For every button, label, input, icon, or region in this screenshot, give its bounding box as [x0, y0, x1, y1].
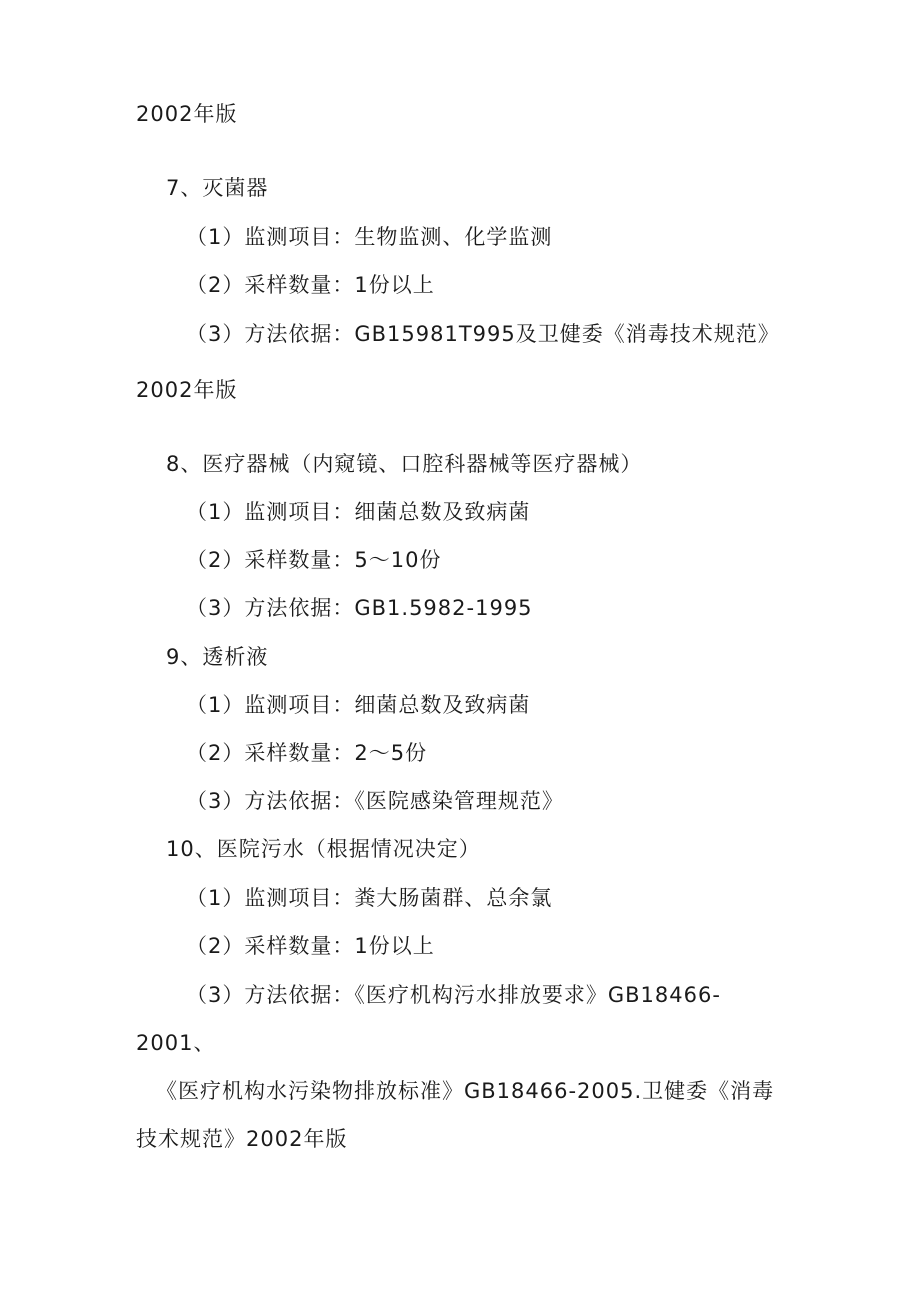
text-line: （2）采样数量：5～10份: [186, 548, 442, 572]
section-heading: 10、医院污水（根据情况决定）: [166, 837, 481, 861]
text-line: （1）监测项目：细菌总数及致病菌: [186, 500, 531, 524]
text-line: 2002年版: [136, 102, 238, 126]
text-line: 《医疗机构水污染物排放标准》GB18466-2005.卫健委《消毒: [156, 1079, 775, 1103]
text-line: （2）采样数量：2～5份: [186, 741, 428, 765]
text-line: 技术规范》2002年版: [136, 1127, 348, 1151]
text-line: 2001、: [136, 1031, 216, 1055]
text-line: （2）采样数量：1份以上: [186, 934, 435, 958]
text-line: （1）监测项目：粪大肠菌群、总余氯: [186, 886, 553, 910]
text-line: （2）采样数量：1份以上: [186, 273, 435, 297]
section-heading: 8、医疗器械（内窥镜、口腔科器械等医疗器械）: [166, 452, 643, 476]
text-line: （1）监测项目：生物监测、化学监测: [186, 225, 553, 249]
text-line: （3）方法依据：《医疗机构污水排放要求》GB18466-: [186, 983, 721, 1007]
text-line: （3）方法依据：GB1.5982-1995: [186, 596, 533, 620]
text-line: 2002年版: [136, 378, 238, 402]
text-line: （1）监测项目：细菌总数及致病菌: [186, 693, 531, 717]
section-heading: 9、透析液: [166, 645, 269, 669]
text-line: （3）方法依据：GB15981T995及卫健委《消毒技术规范》: [186, 322, 780, 346]
text-line: （3）方法依据：《医院感染管理规范》: [186, 789, 564, 813]
section-heading: 7、灭菌器: [166, 176, 269, 200]
